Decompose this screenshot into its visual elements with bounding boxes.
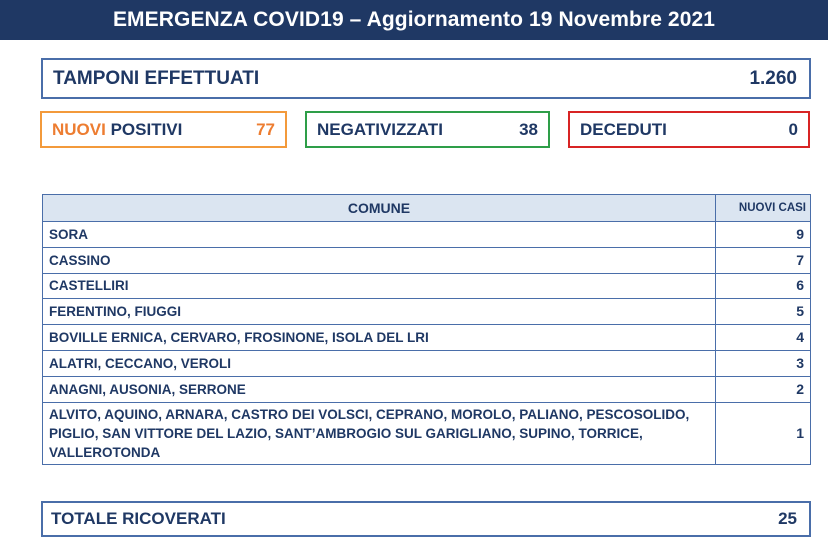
table-row — [43, 350, 811, 376]
casi-cell: 6 — [716, 273, 811, 299]
comuni-table — [42, 194, 811, 465]
table-header-row — [43, 195, 811, 222]
comune-cell: SORA — [43, 222, 716, 248]
negativizzati-label: NEGATIVIZZATI — [317, 119, 443, 139]
casi-cell: 2 — [716, 376, 811, 402]
column-header-nuovi-casi: NUOVI CASI — [716, 195, 811, 222]
table-row — [43, 376, 811, 402]
table-row — [43, 273, 811, 299]
totale-ricoverati-label: TOTALE RICOVERATI — [51, 509, 226, 528]
casi-cell: 3 — [716, 350, 811, 376]
casi-cell: 5 — [716, 299, 811, 325]
positivi-word: POSITIVI — [105, 119, 183, 139]
comune-cell: ALATRI, CECCANO, VEROLI — [43, 350, 716, 376]
comune-cell: ANAGNI, AUSONIA, SERRONE — [43, 376, 716, 402]
nuovi-highlight: NUOVI — [52, 119, 106, 139]
comune-cell: BOVILLE ERNICA, CERVARO, FROSINONE, ISOLA DEL LRI — [43, 325, 716, 351]
nuovi-positivi-box — [40, 111, 287, 148]
table-row — [43, 247, 811, 273]
table-row — [43, 402, 811, 464]
casi-cell: 9 — [716, 222, 811, 248]
comune-cell: ALVITO, AQUINO, ARNARA, CASTRO DEI VOLSCI, CEPRANO, MOROLO, PALIANO, PESCOSOLIDO, PIGLIO, SAN VITTORE DEL LAZIO, SANT’AMBROGIO SUL GARIGLIANO, SUPINO, TORRICE, VALLEROTONDA — [43, 402, 716, 464]
negativizzati-value: 38 — [519, 119, 538, 139]
comune-cell: FERENTINO, FIUGGI — [43, 299, 716, 325]
table-row — [43, 325, 811, 351]
deceduti-label: DECEDUTI — [580, 119, 667, 139]
column-header-comune: COMUNE — [43, 195, 716, 222]
nuovi-positivi-value: 77 — [256, 119, 275, 139]
totale-ricoverati-value: 25 — [778, 509, 797, 528]
casi-cell: 4 — [716, 325, 811, 351]
casi-cell: 7 — [716, 247, 811, 273]
tamponi-label: TAMPONI EFFETTUATI — [53, 67, 260, 89]
page-title-bar — [0, 0, 828, 40]
tamponi-value: 1.260 — [749, 67, 797, 89]
casi-cell: 1 — [716, 402, 811, 464]
table-row — [43, 299, 811, 325]
negativizzati-box — [305, 111, 550, 148]
tamponi-box — [41, 58, 811, 99]
nuovi-positivi-label — [52, 120, 182, 140]
comune-cell: CASSINO — [43, 247, 716, 273]
totale-ricoverati-box — [41, 501, 811, 537]
deceduti-value: 0 — [788, 119, 798, 139]
deceduti-box — [568, 111, 810, 148]
page-title: EMERGENZA COVID19 – Aggiornamento 19 Novembre 2021 — [112, 8, 716, 31]
table-row — [43, 222, 811, 248]
comune-cell: CASTELLIRI — [43, 273, 716, 299]
